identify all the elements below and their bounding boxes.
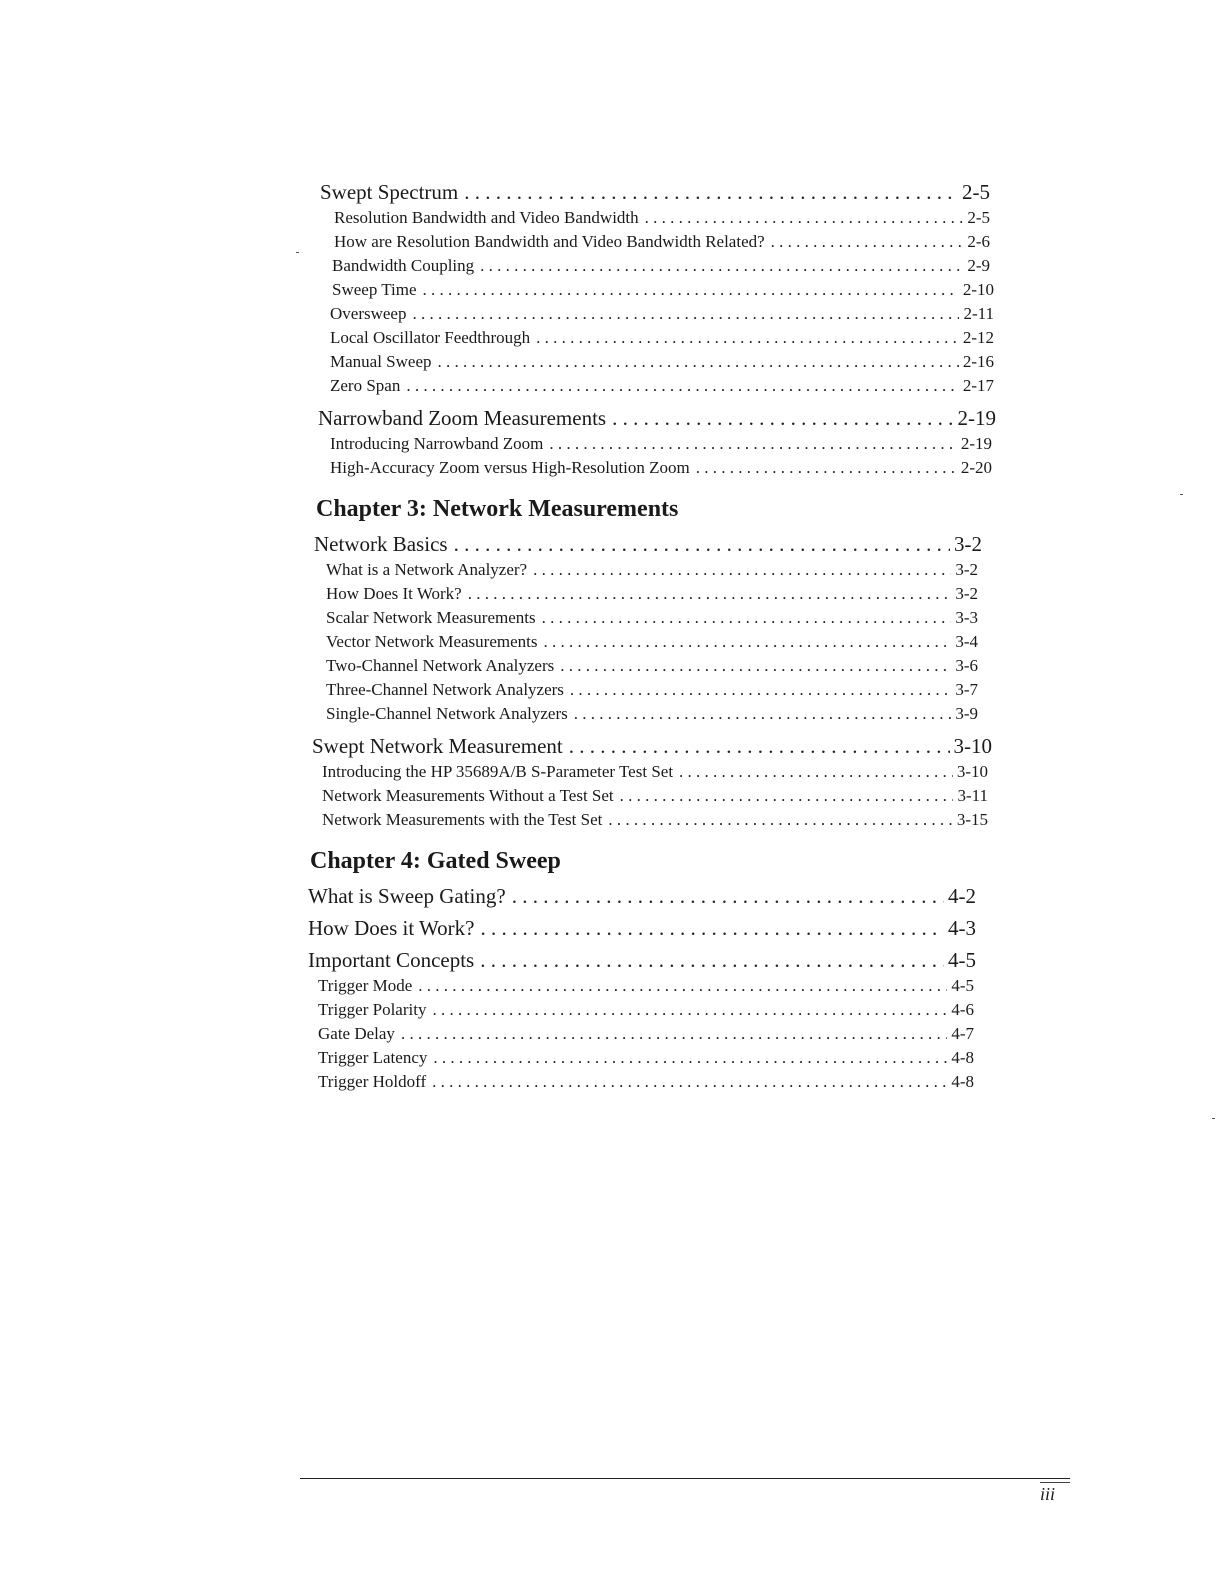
toc-entry-page: 3-4 — [955, 632, 978, 651]
toc-subentry[interactable] — [326, 704, 978, 724]
toc-subentry[interactable] — [330, 458, 992, 478]
dot-leader — [696, 458, 957, 478]
toc-subentry[interactable] — [318, 976, 974, 996]
dot-leader — [549, 434, 956, 454]
scan-speck — [1212, 1118, 1215, 1119]
toc-entry-title: Trigger Holdoff — [318, 1072, 427, 1091]
toc-subentry[interactable] — [326, 632, 978, 652]
dot-leader — [560, 656, 951, 676]
toc-entry-page: 4-5 — [948, 948, 976, 972]
dot-leader — [432, 1072, 947, 1092]
toc-subentry[interactable] — [334, 232, 990, 252]
toc-entry-page: 2-17 — [962, 376, 994, 395]
toc-entry-page: 3-11 — [957, 786, 988, 805]
toc-entry-page: 4-6 — [951, 1000, 974, 1019]
toc-entry-title: What is Sweep Gating? — [308, 884, 506, 908]
dot-leader — [438, 352, 959, 372]
dot-leader — [542, 608, 952, 628]
toc-entry-page: 3-7 — [955, 680, 978, 699]
toc-entry-page: 4-5 — [951, 976, 974, 995]
dot-leader — [464, 180, 958, 205]
toc-entry-title: Sweep Time — [332, 280, 417, 299]
toc-entry-page: 4-2 — [948, 884, 976, 908]
toc-entry-title: Scalar Network Measurements — [326, 608, 536, 627]
toc-entry-page: 4-3 — [948, 916, 976, 940]
toc-entry-page: 2-5 — [967, 208, 990, 227]
toc-subentry[interactable] — [326, 608, 978, 628]
toc-entry-title: Narrowband Zoom Measurements — [318, 406, 607, 430]
toc-entry-title: Manual Sweep — [330, 352, 432, 371]
toc-entry-page: 2-19 — [957, 406, 996, 430]
dot-leader — [536, 328, 959, 348]
toc-entry-title: High-Accuracy Zoom versus High-Resolution Zoom — [330, 458, 690, 477]
toc-entry-title: Introducing Narrowband Zoom — [330, 434, 544, 453]
scan-speck — [296, 252, 299, 253]
dot-leader — [468, 584, 952, 604]
dot-leader — [574, 704, 952, 724]
toc-subentry[interactable] — [334, 208, 990, 228]
toc-entry-title: How Does It Work? — [326, 584, 462, 603]
toc-entry-title: Swept Network Measurement — [312, 734, 563, 758]
toc-entry-title: Network Measurements Without a Test Set — [322, 786, 614, 805]
dot-leader — [608, 810, 952, 830]
chapter-heading: Chapter 3: Network Measurements — [316, 496, 679, 522]
toc-entry-title: How are Resolution Bandwidth and Video Bandwidth Related? — [334, 232, 765, 251]
dot-leader — [620, 786, 954, 806]
scan-speck — [1180, 494, 1183, 495]
dot-leader — [412, 304, 959, 324]
toc-subentry[interactable] — [318, 1048, 974, 1068]
page-number: iii — [1040, 1484, 1056, 1504]
toc-entry-page: 3-15 — [956, 810, 988, 829]
dot-leader — [423, 280, 959, 300]
toc-entry-page: 2-9 — [967, 256, 990, 275]
dot-leader — [570, 680, 951, 700]
dot-leader — [679, 762, 953, 782]
toc-entry[interactable] — [320, 180, 990, 205]
toc-entry-page: 3-2 — [954, 532, 982, 556]
toc-subentry[interactable] — [330, 376, 994, 396]
toc-subentry[interactable] — [326, 584, 978, 604]
toc-subentry[interactable] — [322, 762, 988, 782]
toc-entry-page: 4-8 — [951, 1048, 974, 1067]
toc-entry-title: Zero Span — [330, 376, 401, 395]
toc-entry-page: 2-20 — [960, 458, 992, 477]
toc-entry-page: 2-19 — [960, 434, 992, 453]
footer-rule — [300, 1478, 1070, 1479]
toc-subentry[interactable] — [326, 680, 978, 700]
toc-entry-title: Oversweep — [330, 304, 407, 323]
toc-entry-page: 3-3 — [955, 608, 978, 627]
toc-entry-page: 3-6 — [955, 656, 978, 675]
toc-entry-page: 3-10 — [956, 762, 988, 781]
toc-subentry[interactable] — [330, 352, 994, 372]
chapter-heading: Chapter 4: Gated Sweep — [310, 848, 561, 874]
dot-leader — [406, 376, 958, 396]
dot-leader — [480, 916, 944, 941]
toc-entry-page: 2-11 — [963, 304, 994, 323]
dot-leader — [480, 256, 963, 276]
toc-subentry[interactable] — [326, 656, 978, 676]
toc-entry-title: Important Concepts — [308, 948, 475, 972]
footer-rule-short — [1040, 1482, 1070, 1483]
toc-entry-page: 2-6 — [967, 232, 990, 251]
toc-entry-title: Introducing the HP 35689A/B S-Parameter Test Set — [322, 762, 674, 781]
toc-entry-page: 2-12 — [962, 328, 994, 347]
toc-entry-title: Single-Channel Network Analyzers — [326, 704, 568, 723]
toc-entry-page: 2-16 — [962, 352, 994, 371]
toc-entry[interactable] — [308, 916, 976, 941]
toc-entry-title: Local Oscillator Feedthrough — [330, 328, 531, 347]
toc-entry[interactable] — [314, 532, 982, 557]
dot-leader — [612, 406, 953, 431]
toc-entry-page: 4-7 — [951, 1024, 974, 1043]
dot-leader — [645, 208, 964, 228]
toc-entry-title: Gate Delay — [318, 1024, 395, 1043]
toc-entry-page: 3-9 — [955, 704, 978, 723]
toc-entry-title: How Does it Work? — [308, 916, 475, 940]
toc-entry-title: Resolution Bandwidth and Video Bandwidth — [334, 208, 639, 227]
toc-entry-title: Trigger Polarity — [318, 1000, 427, 1019]
toc-entry-title: Vector Network Measurements — [326, 632, 538, 651]
toc-subentry[interactable] — [330, 304, 994, 324]
toc-entry-page: 4-8 — [951, 1072, 974, 1091]
dot-leader — [533, 560, 951, 580]
toc-subentry[interactable] — [322, 786, 988, 806]
toc-entry[interactable] — [308, 948, 976, 973]
toc-entry[interactable] — [308, 884, 976, 909]
toc-entry-title: Two-Channel Network Analyzers — [326, 656, 555, 675]
toc-entry-title: Three-Channel Network Analyzers — [326, 680, 564, 699]
dot-leader — [569, 734, 950, 759]
toc-entry-title: Network Basics — [314, 532, 448, 556]
toc-entry-page: 2-10 — [962, 280, 994, 299]
toc-subentry[interactable] — [332, 280, 994, 300]
toc-entry-title: Trigger Mode — [318, 976, 413, 995]
toc-entry[interactable] — [318, 406, 996, 431]
dot-leader — [433, 1048, 947, 1068]
dot-leader — [480, 948, 944, 973]
toc-entry[interactable] — [312, 734, 992, 759]
toc-entry-title: What is a Network Analyzer? — [326, 560, 528, 579]
dot-leader — [418, 976, 947, 996]
toc-entry-title: Trigger Latency — [318, 1048, 428, 1067]
toc-subentry[interactable] — [318, 1072, 974, 1092]
toc-entry-page: 3-10 — [953, 734, 992, 758]
dot-leader — [432, 1000, 947, 1020]
toc-entry-title: Bandwidth Coupling — [332, 256, 475, 275]
toc-subentry[interactable] — [326, 560, 978, 580]
dot-leader — [512, 884, 944, 909]
toc-entry-title: Swept Spectrum — [320, 180, 459, 204]
toc-entry-page: 3-2 — [955, 560, 978, 579]
toc-subentry[interactable] — [330, 434, 992, 454]
dot-leader — [771, 232, 964, 252]
toc-subentry[interactable] — [332, 256, 990, 276]
toc-entry-page: 3-2 — [955, 584, 978, 603]
toc-entry-title: Network Measurements with the Test Set — [322, 810, 603, 829]
toc-subentry[interactable] — [318, 1000, 974, 1020]
toc-subentry[interactable] — [330, 328, 994, 348]
toc-entry-page: 2-5 — [962, 180, 990, 204]
dot-leader — [544, 632, 952, 652]
toc-subentry[interactable] — [322, 810, 988, 830]
toc-subentry[interactable] — [318, 1024, 974, 1044]
dot-leader — [401, 1024, 947, 1044]
dot-leader — [454, 532, 950, 557]
